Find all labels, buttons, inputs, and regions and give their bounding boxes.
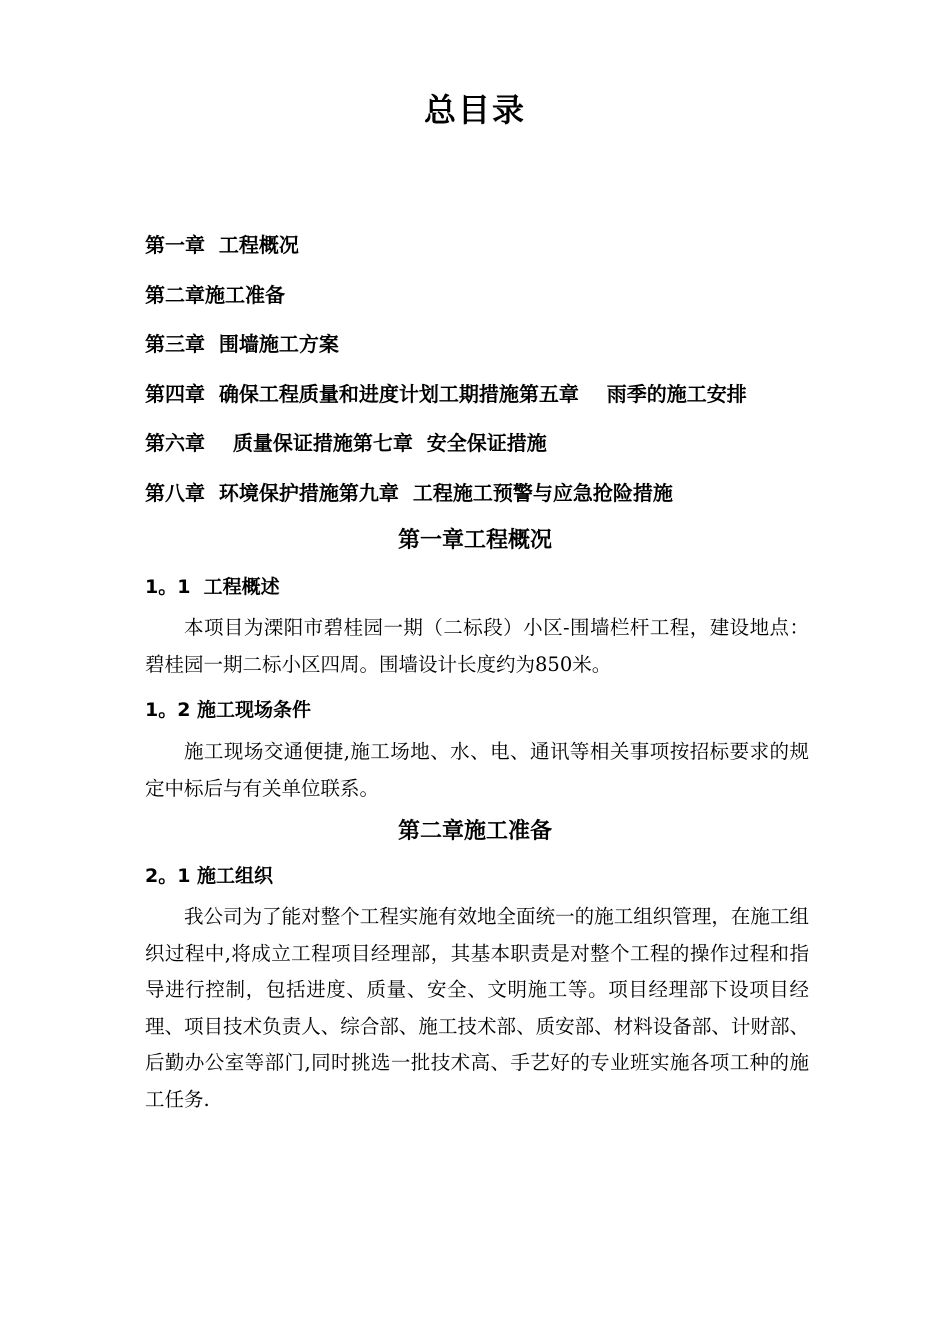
- section-1-2-body: 施工现场交通便捷,施工场地、水、电、通讯等相关事项按招标要求的规定中标后与有关单位联系。: [145, 740, 809, 800]
- section-1-1-body: 本项目为溧阳市碧桂园一期（二标段）小区-围墙栏杆工程，建设地点：碧桂园一期二标小区四周。围墙设计长度约为850米。: [145, 616, 809, 676]
- toc-item-6: 第八章 环境保护措施第九章 工程施工预警与应急抢险措施: [145, 480, 673, 505]
- chapter-1-heading: 第一章工程概况: [397, 528, 552, 553]
- toc-item-2: 第二章施工准备: [145, 282, 285, 307]
- chapter-2-heading: 第二章施工准备: [397, 819, 552, 844]
- section-1-2-heading: 1。2 施工现场条件: [145, 699, 312, 721]
- section-2-1-heading: 2。1 施工组织: [145, 865, 274, 887]
- toc-item-3: 第三章 围墙施工方案: [145, 332, 339, 357]
- toc-item-5: 第六章 质量保证措施第七章 安全保证措施: [145, 431, 547, 456]
- section-1-1-heading: 1。1 工程概述: [145, 576, 280, 598]
- page-title: 总目录: [423, 91, 526, 129]
- toc-item-1: 第一章 工程概况: [145, 233, 299, 257]
- table-of-contents: [145, 228, 825, 526]
- toc-item-4: 第四章 确保工程质量和进度计划工期措施第五章 雨季的施工安排: [145, 381, 747, 406]
- section-2-1-body: 我公司为了能对整个工程实施有效地全面统一的施工组织管理，在施工组织过程中,将成立工程项目经理部，其基本职责是对整个工程的操作过程和指导进行控制，包括进度、质量、安全、文明施工等。项目经理部下设项目经理、项目技术负责人、综合部、施工技术部、质安部、材料设备部、计财部、后勤办公室等部门,同时挑选一批技术高、手艺好的专业班实施各项工种的施工任务.: [145, 905, 809, 1111]
